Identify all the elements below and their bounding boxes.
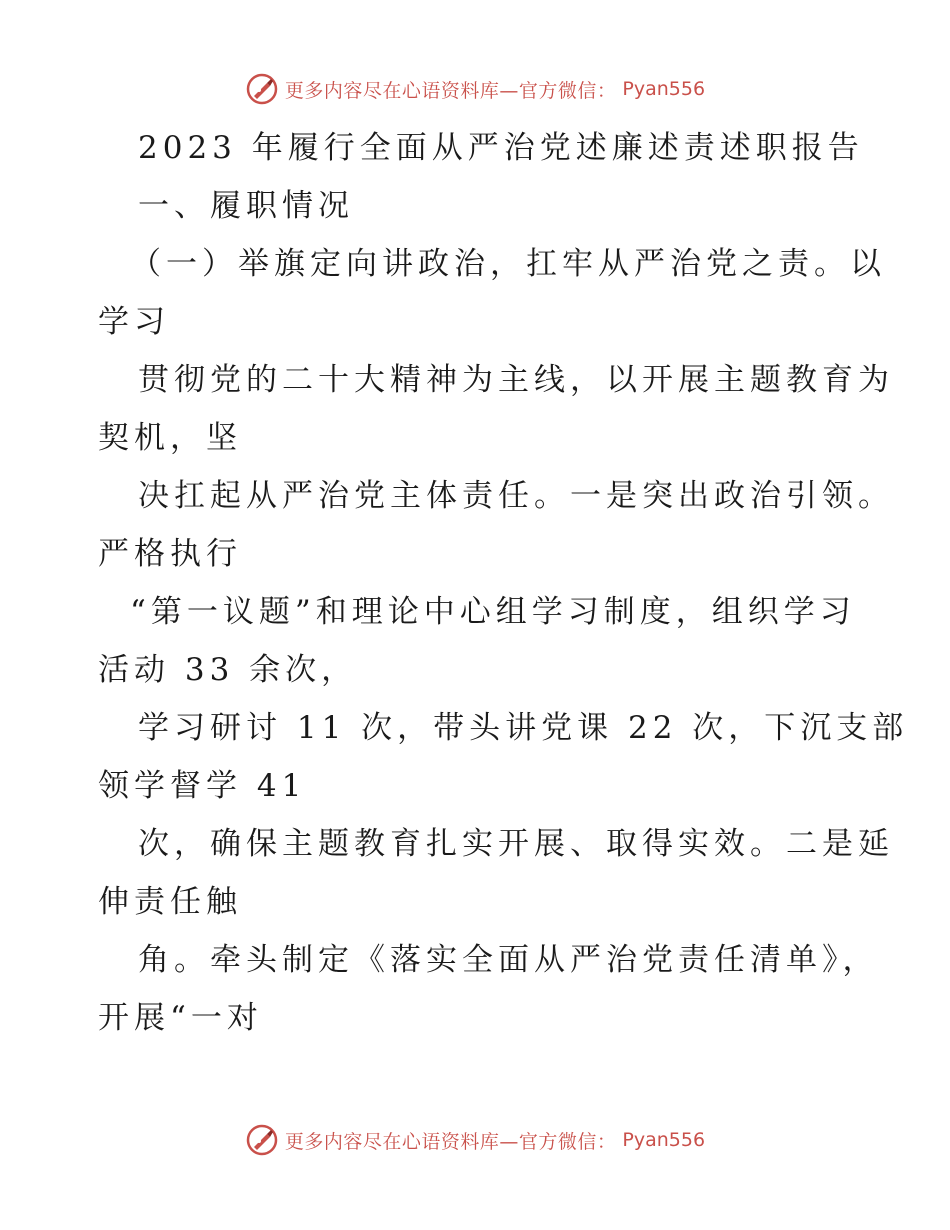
watermark-text: 更多内容尽在心语资料库—官方微信：	[284, 79, 617, 102]
document-title: 2023 年履行全面从严治党述廉述责述职报告	[138, 130, 864, 166]
paragraph-line: 严格执行	[98, 536, 242, 572]
watermark-text: 更多内容尽在心语资料库—官方微信：	[284, 1130, 617, 1153]
watermark-header	[0, 69, 950, 109]
paragraph-line: 开展“一对	[98, 1000, 263, 1036]
paragraph-line: 决扛起从严治党主体责任。一是突出政治引领。	[138, 478, 894, 514]
watermark-contact: Pyan556	[622, 78, 706, 100]
paragraph-line: （一）举旗定向讲政治，扛牢从严治党之责。以	[130, 246, 886, 282]
paragraph-line: 伸责任触	[98, 884, 242, 920]
paragraph-line: 次，确保主题教育扎实开展、取得实效。二是延	[138, 826, 894, 862]
paragraph-line: 活动 33 余次，	[98, 652, 358, 688]
paragraph-line: 学习	[98, 304, 170, 340]
pen-logo-icon	[245, 72, 279, 106]
paragraph-line: 贯彻党的二十大精神为主线，以开展主题教育为	[138, 362, 894, 398]
section-heading: 一、履职情况	[138, 188, 354, 224]
paragraph-line: 学习研讨 11 次，带头讲党课 22 次，下沉支部	[138, 710, 909, 746]
paragraph-line: 角。牵头制定《落实全面从严治党责任清单》，	[138, 942, 879, 978]
paragraph-line: “第一议题”和理论中心组学习制度，组织学习	[130, 594, 856, 630]
pen-logo-icon	[245, 1123, 279, 1157]
paragraph-line: 契机，坚	[98, 420, 242, 456]
watermark-contact: Pyan556	[622, 1129, 706, 1151]
paragraph-line: 领学督学 41	[98, 768, 307, 804]
watermark-footer	[0, 1120, 950, 1160]
